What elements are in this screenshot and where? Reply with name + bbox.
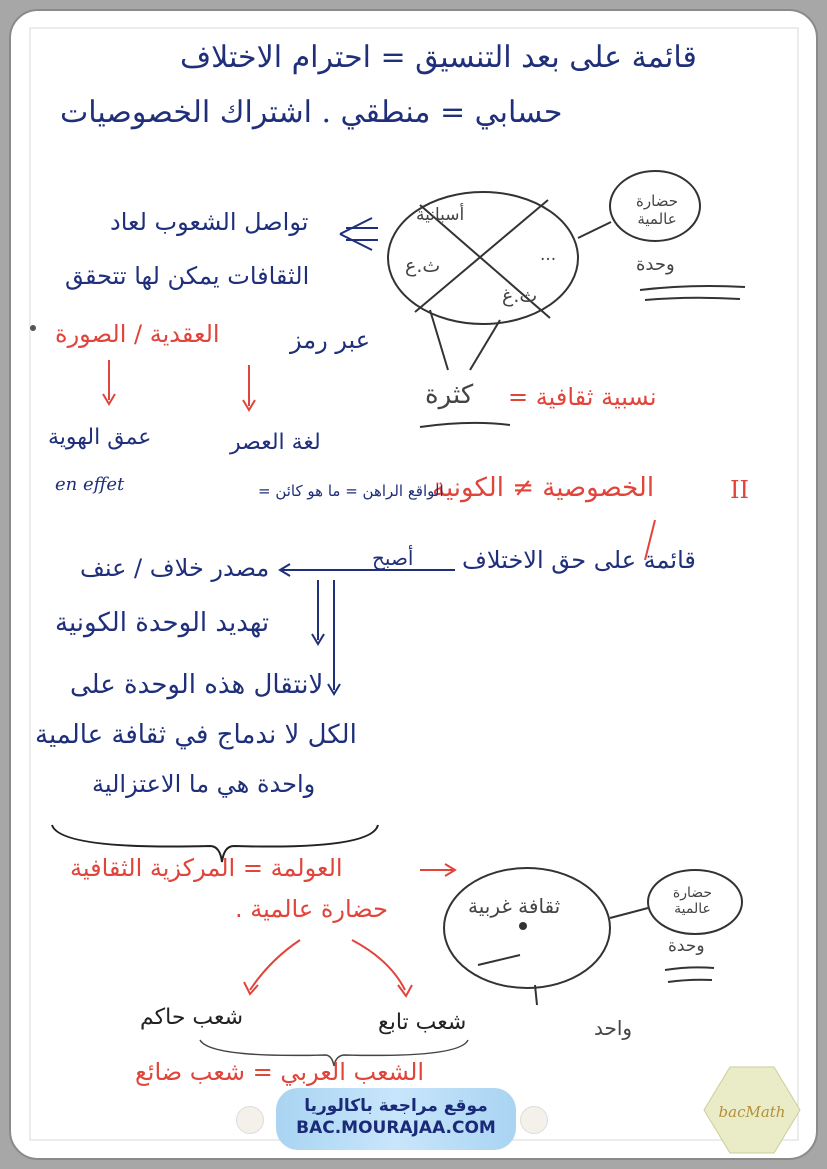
era-language: لغة العصر (230, 430, 321, 455)
mid-line-2: الكل لا ندماج في ثقافة عالمية (35, 720, 357, 750)
follower-people: شعب تابع (378, 1010, 467, 1035)
bacmath-logo-text: bacMath (718, 1103, 786, 1121)
left-note-2: الثقافات يمكن لها تتحقق (65, 262, 310, 290)
globalization-line: العولمة = المركزية الثقافية (70, 854, 343, 882)
left-small-logo (236, 1106, 264, 1134)
left-note-1: تواصل الشعوب لعاد (110, 208, 309, 236)
red-heading-1: العقدية / الصورة (55, 320, 220, 348)
banner-line-1: موقع مراجعة باكالوريا (304, 1096, 488, 1116)
segment-top: أسبانية (416, 205, 465, 225)
top-line-2: حسابي = منطقي . اشتراك الخصوصيات (60, 95, 563, 130)
diagram-1-multiplicity: كثرة (425, 380, 474, 410)
diagram-1-side-label: حضارة عالمية (636, 192, 678, 228)
segment-left: ث.ع (405, 255, 441, 277)
section-2-title: الخصوصية ≠ الكونية (432, 473, 655, 503)
segment-bottom: ث.غ (502, 285, 538, 307)
diagram-2-center: ثقافة غربية (468, 894, 561, 918)
site-banner[interactable] (276, 1088, 516, 1150)
en-effet: en effet (55, 474, 125, 495)
via-symbol: عبر رمز (290, 326, 371, 354)
source-of-conflict: مصدر خلاف / عنف (80, 554, 270, 582)
diagram-2-side-label: حضارة عالمية (672, 885, 713, 917)
mid-line-3: واحدة هي ما الاعتزالية (92, 770, 316, 798)
diagram-2-dot (519, 922, 527, 930)
section-2-numeral: II (730, 476, 749, 504)
margin-dot (30, 325, 36, 331)
based-on-difference: قائمة على حق الاختلاف (462, 546, 696, 574)
bacmath-logo (700, 1065, 804, 1155)
banner-line-2: BAC.MOURAJAA.COM (296, 1118, 496, 1138)
dominant-people: شعب حاكم (140, 1005, 244, 1030)
threat-unity: تهديد الوحدة الكونية (55, 608, 270, 638)
section-2-subtitle: الواقع الراهن = ما هو كائن = (258, 482, 444, 500)
identity-depth: عمق الهوية (48, 425, 152, 450)
diagram-1-unity: وحدة (636, 254, 675, 275)
became-label: أصبح (372, 546, 414, 570)
final-line: الشعب العربي = شعب ضائع (135, 1058, 425, 1086)
diagram-2-one: واحد (594, 1016, 633, 1040)
world-civilization: حضارة عالمية . (235, 895, 388, 923)
segment-right: ... (540, 245, 557, 265)
cultural-relativity: نسبية ثقافية = (508, 383, 657, 411)
mid-line-1: لانتقال هذه الوحدة على (70, 670, 324, 700)
right-small-logo (520, 1106, 548, 1134)
top-line-1: قائمة على بعد التنسيق = احترام الاختلاف (180, 40, 697, 75)
diagram-2-unity: وحدة (668, 936, 705, 956)
